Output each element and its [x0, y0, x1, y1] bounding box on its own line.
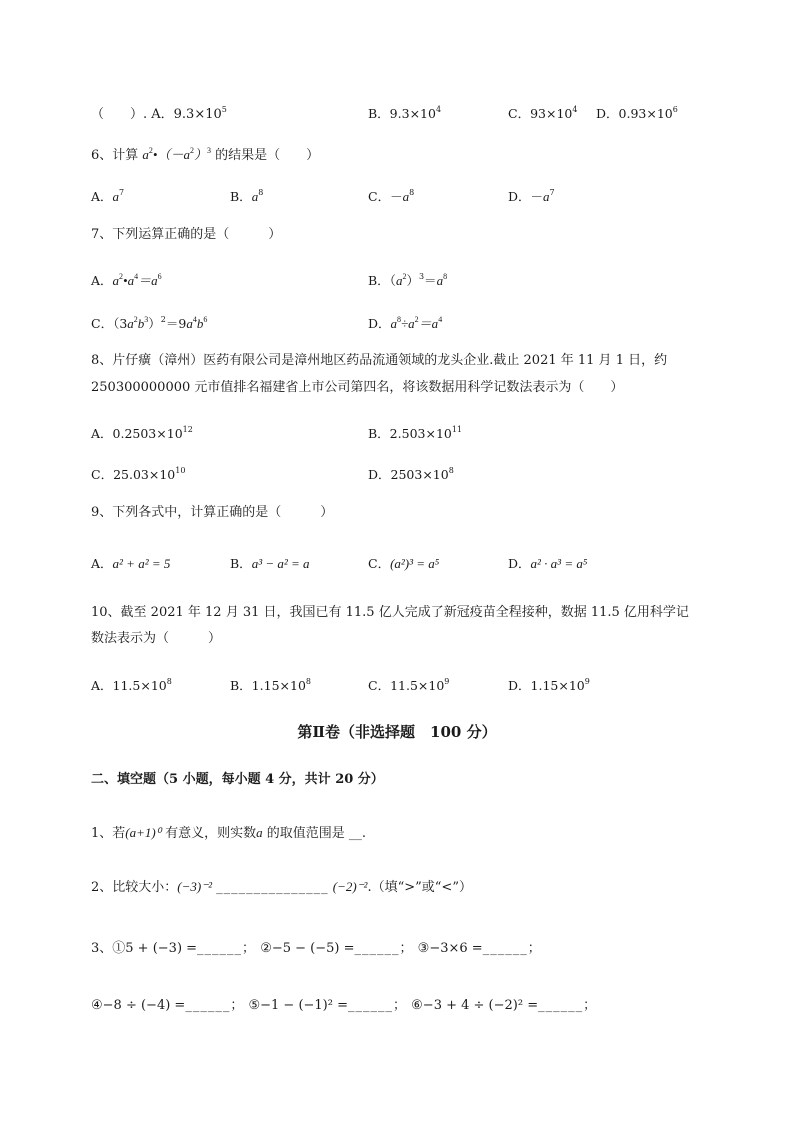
q10-d-text: D．1.15×10 — [508, 678, 585, 693]
q9-a-expr: a² + a² = 5 — [112, 556, 171, 571]
q6-d-exp: 7 — [549, 188, 555, 197]
q10-b-text: B．1.15×10 — [230, 678, 306, 693]
q5-d-exp: 6 — [672, 105, 678, 114]
q10-option-d — [508, 673, 590, 694]
q10-c-text: C．11.5×10 — [368, 678, 445, 693]
q7-d-label: D． — [368, 316, 391, 331]
q6-option-c: C．$-a^8$ — [368, 188, 415, 204]
q6-a-label: A． — [91, 189, 113, 204]
q6-b-label: B． — [230, 189, 252, 204]
q6-stem-prefix: 6、计算 — [91, 148, 139, 163]
f2-left-expr: (−3)⁻² — [177, 879, 212, 894]
q8-b-exp: 11 — [451, 425, 463, 434]
q9-c-label: C． — [368, 556, 391, 571]
f1-middle: 有意义，则实数 — [165, 826, 257, 841]
f3-blank6[interactable]: ______； — [538, 998, 598, 1013]
q7-a-label: A． — [91, 273, 113, 288]
q8-c-text: C．25.03×10 — [91, 467, 176, 482]
q7-option-b: B．$(a^2)^3=a^8$ — [368, 272, 448, 288]
q7-c-label: C．（3 — [91, 316, 128, 331]
f1-expression: (a+1)⁰ — [125, 825, 161, 840]
q6-a-exp: 7 — [119, 188, 125, 197]
q9-b-label: B． — [230, 556, 252, 571]
q8-c-exp: 10 — [175, 466, 186, 475]
q8-d-exp: 8 — [448, 466, 454, 475]
q5-option-d — [596, 101, 678, 122]
q7-stem: 7、下列运算正确的是（ ） — [91, 227, 282, 242]
q6-d-label: D．－ — [508, 189, 544, 204]
q5-stem-option-a: （ ）. A．9.3×10 — [91, 107, 222, 122]
q9-option-c — [368, 555, 439, 572]
q8-option-d — [368, 462, 454, 483]
f2-suffix: .（填“>”或“<”） — [367, 880, 472, 895]
f3-blank3[interactable]: ______； — [482, 941, 542, 956]
f3-item3: ③−3×6 = — [417, 941, 483, 956]
q6-b-exp: 8 — [258, 188, 264, 197]
f3-blank1[interactable]: ______； — [197, 941, 257, 956]
q5-d-text: D．0.93×10 — [596, 106, 673, 121]
f3-blank2[interactable]: ______； — [354, 941, 414, 956]
q8-stem-line1: 8、片仔癀（漳州）医药有限公司是漳州地区药品流通领域的龙头企业.截止 2021 年 11 月 1 日，约 — [91, 353, 668, 368]
f3-prefix: 3、 — [91, 941, 113, 956]
q5-c-exp: 4 — [572, 105, 578, 114]
q5-b-exp: 4 — [435, 105, 442, 114]
q7-option-d: D．$a^8\div a^2=a^4$ — [368, 315, 443, 331]
q9-c-expr: (a²)³ = a⁵ — [390, 556, 440, 571]
q10-stem-line1: 10、截至 2021 年 12 月 31 日，我国已有 11.5 亿人完成了新冠疫苗全程接种，数据 11.5 亿用科学记 — [91, 605, 689, 620]
q9-option-b — [230, 555, 310, 572]
f1-suffix: 的取值范围是 __. — [266, 826, 366, 841]
q8-option-b — [368, 421, 462, 442]
q9-option-d — [508, 555, 587, 572]
f1-prefix: 1、若 — [91, 826, 126, 841]
q6-c-label: C．－ — [368, 189, 403, 204]
q10-d-exp: 9 — [584, 677, 590, 686]
q6-option-d: D．$-a^7$ — [508, 188, 555, 204]
fill-q3-row1 — [91, 940, 542, 957]
q10-stem-line2: 数法表示为（ ） — [91, 631, 222, 646]
q6-option-a: A．$a^7$ — [91, 188, 125, 204]
f3-item2: ②−5 − (−5) = — [260, 941, 355, 956]
fill-q2 — [91, 878, 472, 896]
fill-blank-heading: 二、填空题（5 小题，每小题 4 分，共计 20 分） — [91, 772, 384, 787]
q10-option-a — [91, 673, 172, 694]
q10-a-text: A．11.5×10 — [91, 678, 167, 693]
f3-item1: ①5 + (−3) = — [112, 941, 198, 956]
q8-stem-line2: 250300000000 元市值排名福建省上市公司第四名，将该数据用科学记数法表示为（ ） — [91, 380, 624, 395]
q5-line — [91, 101, 227, 123]
f2-answer-blank[interactable]: _______________ — [216, 880, 329, 895]
q9-option-a — [91, 555, 170, 572]
q6-option-b: B．$a^8$ — [230, 188, 264, 204]
f3-item6: ⑥−3 + 4 ÷ (−2)² = — [411, 998, 539, 1013]
q10-a-exp: 8 — [166, 677, 172, 686]
q8-a-text: A．0.2503×10 — [91, 426, 183, 441]
q5-option-c — [508, 101, 577, 122]
q7-b-label: B．（ — [368, 273, 396, 288]
f3-blank5[interactable]: ______； — [348, 998, 408, 1013]
q8-a-exp: 12 — [182, 425, 193, 434]
q9-d-expr: a² · a³ = a⁵ — [530, 556, 588, 571]
q10-option-c — [368, 673, 449, 694]
q10-option-b — [230, 673, 311, 694]
q5-c-text: C．93×10 — [508, 106, 573, 121]
q8-d-text: D．2503×10 — [368, 467, 449, 482]
q9-stem: 9、下列各式中，计算正确的是（ ） — [91, 505, 334, 520]
f3-blank4[interactable]: ______； — [185, 998, 245, 1013]
q6-c-exp: 8 — [409, 188, 415, 197]
q7-option-a: A．$a^2•a^4=a^6$ — [91, 272, 162, 288]
q8-option-c — [91, 462, 185, 483]
q6-expression: $a^2•(-a^2)^3$ — [142, 146, 211, 162]
q9-b-expr: a³ − a² = a — [251, 556, 310, 571]
f3-item4: ④−8 ÷ (−4) = — [91, 998, 186, 1013]
q10-b-exp: 8 — [305, 677, 311, 686]
q5-b-text: B．9.3×10 — [368, 106, 436, 121]
q6-stem-suffix: 的结果是（ ） — [215, 148, 320, 163]
q9-a-label: A． — [91, 556, 113, 571]
q5-option-b — [368, 101, 441, 122]
q9-d-label: D． — [508, 556, 531, 571]
q5-a-exponent: 5 — [221, 105, 227, 114]
q7-option-c: C．$(3a^2b^3)^2=9a^4b^6$ — [91, 315, 208, 331]
f2-right-expr: (−2)⁻² — [332, 879, 368, 894]
q6-stem — [91, 142, 319, 164]
fill-q3-row2 — [91, 997, 597, 1014]
f3-item5: ⑤−1 − (−1)² = — [248, 998, 348, 1013]
f2-prefix: 2、比较大小： — [91, 880, 178, 895]
f1-variable: a — [256, 825, 263, 840]
section-title: 第Ⅱ卷（非选择题 100 分） — [297, 723, 497, 741]
q8-option-a — [91, 421, 193, 442]
fill-q1 — [91, 824, 366, 842]
q8-b-text: B．2.503×10 — [368, 426, 452, 441]
q10-c-exp: 9 — [444, 677, 450, 686]
